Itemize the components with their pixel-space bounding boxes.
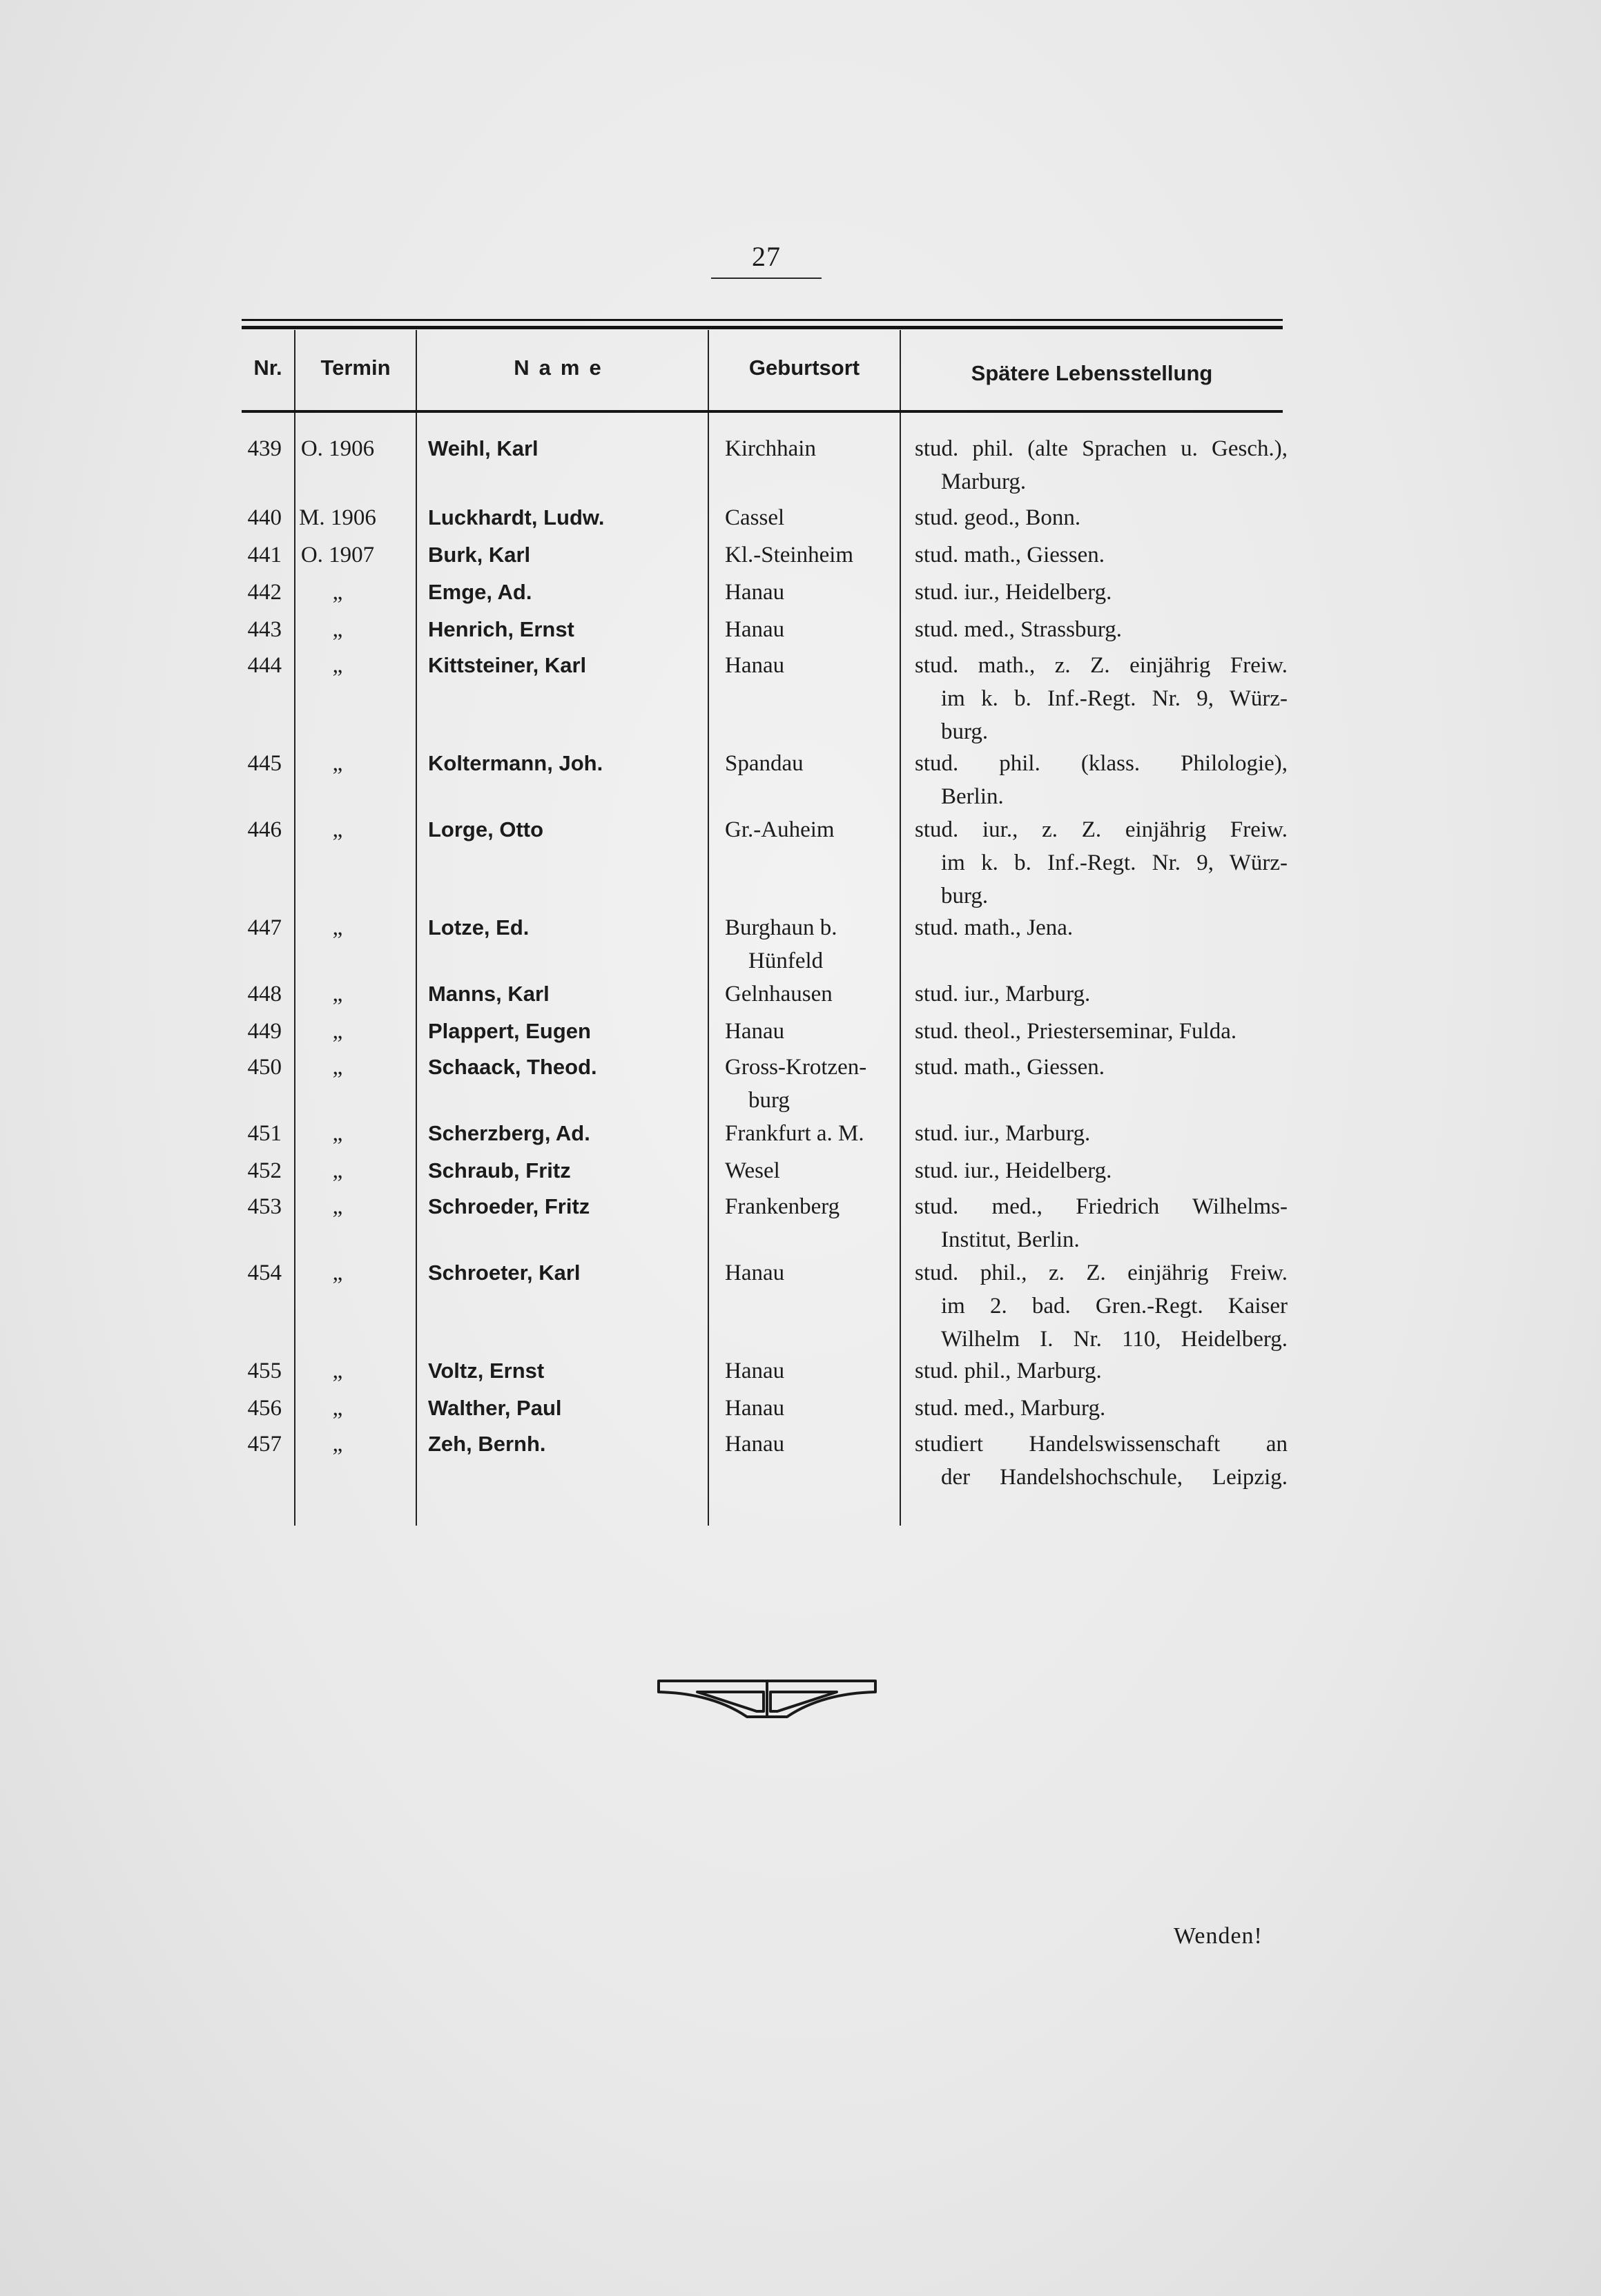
entry-number: 456 <box>247 1396 282 1421</box>
birthplace-line: Hanau <box>725 1396 785 1421</box>
birthplace-line: Hanau <box>725 1432 785 1457</box>
entry-birthplace <box>725 911 904 977</box>
entry-name: Scherzberg, Ad. <box>428 1121 590 1145</box>
birthplace-line: Frankfurt a. M. <box>725 1121 864 1146</box>
entry-name: Voltz, Ernst <box>428 1359 545 1383</box>
entry-birthplace <box>725 1392 904 1425</box>
career-line: stud. phil. (klass. Philologie), <box>915 751 1288 776</box>
career-line: stud. iur., z. Z. einjährig Freiw. <box>915 817 1288 842</box>
entry-career <box>915 1256 1288 1356</box>
column-divider <box>708 330 709 1526</box>
career-line: stud. theol., Priesterseminar, Fulda. <box>915 1019 1237 1044</box>
career-line: Wilhelm I. Nr. 110, Heidelberg. <box>941 1327 1288 1352</box>
career-line: stud. iur., Heidelberg. <box>915 1158 1112 1183</box>
page-number-underline <box>711 278 822 279</box>
career-line: stud. iur., Marburg. <box>915 982 1091 1006</box>
entry-name: Henrich, Ernst <box>428 617 574 641</box>
birthplace-line: Hanau <box>725 617 785 642</box>
entry-birthplace <box>725 977 904 1011</box>
career-line: im k. b. Inf.-Regt. Nr. 9, Würz- <box>941 850 1288 875</box>
entry-termin: „ <box>332 1261 343 1285</box>
entry-termin: „ <box>332 653 343 678</box>
entry-termin: O. 1907 <box>300 543 375 567</box>
entry-career <box>915 747 1288 813</box>
entry-birthplace <box>725 1190 904 1223</box>
entry-number: 449 <box>247 1019 282 1044</box>
career-line: stud. iur., Marburg. <box>915 1121 1091 1146</box>
entry-career <box>915 649 1288 748</box>
entry-career <box>915 977 1288 1011</box>
entry-career <box>915 613 1288 646</box>
entry-termin: „ <box>332 1194 343 1219</box>
entry-career <box>915 501 1288 534</box>
career-line: im k. b. Inf.-Regt. Nr. 9, Würz- <box>941 686 1288 711</box>
birthplace-line: Hanau <box>725 1359 785 1383</box>
entry-termin: O. 1906 <box>300 436 375 461</box>
entry-name: Luckhardt, Ludw. <box>428 505 605 529</box>
entry-termin: „ <box>332 1158 343 1183</box>
entry-termin: „ <box>332 1432 343 1457</box>
entry-birthplace <box>725 1154 904 1187</box>
entry-number: 440 <box>247 505 282 530</box>
entry-termin: „ <box>332 1121 343 1146</box>
entry-career <box>915 1428 1288 1494</box>
entry-termin: „ <box>332 1019 343 1044</box>
page-number: 27 <box>752 241 781 272</box>
entry-career <box>915 1051 1288 1084</box>
birthplace-line: Hanau <box>725 580 785 605</box>
entry-birthplace <box>725 747 904 780</box>
birthplace-line: Hanau <box>725 653 785 678</box>
entry-name: Kittsteiner, Karl <box>428 653 587 677</box>
birthplace-line: burg <box>748 1088 790 1113</box>
entry-name: Walther, Paul <box>428 1396 562 1420</box>
career-line: im 2. bad. Gren.-Regt. Kaiser <box>941 1294 1288 1319</box>
entry-number: 453 <box>247 1194 282 1219</box>
top-rule-outer <box>242 319 1283 321</box>
entry-number: 441 <box>247 543 282 567</box>
birthplace-line: Hünfeld <box>748 948 824 973</box>
entry-name: Schraub, Fritz <box>428 1158 571 1183</box>
birthplace-line: Spandau <box>725 751 804 776</box>
entry-name: Schroeder, Fritz <box>428 1194 590 1218</box>
career-line: stud. med., Marburg. <box>915 1396 1106 1421</box>
entry-termin: „ <box>332 1359 343 1383</box>
entry-number: 455 <box>247 1359 282 1383</box>
career-line: Berlin. <box>941 784 1004 809</box>
top-rule-inner <box>242 326 1283 329</box>
entry-birthplace <box>725 813 904 846</box>
entry-name: Koltermann, Joh. <box>428 751 603 775</box>
birthplace-line: Kirchhain <box>725 436 816 461</box>
entry-termin: „ <box>332 751 343 776</box>
entry-name: Lotze, Ed. <box>428 915 530 940</box>
career-line: Institut, Berlin. <box>941 1227 1080 1252</box>
entry-career <box>915 1392 1288 1425</box>
birthplace-line: Frankenberg <box>725 1194 840 1219</box>
entry-termin: „ <box>332 817 343 842</box>
career-line: stud. math., Giessen. <box>915 543 1105 567</box>
entry-termin: „ <box>332 982 343 1006</box>
entry-birthplace <box>725 501 904 534</box>
entry-career <box>915 1190 1288 1256</box>
birthplace-line: Kl.-Steinheim <box>725 543 854 567</box>
entry-number: 454 <box>247 1261 282 1285</box>
header-name: Name <box>514 356 611 380</box>
career-line: stud. phil. (alte Sprachen u. Gesch.), <box>915 436 1288 461</box>
entry-number: 457 <box>247 1432 282 1457</box>
entry-career <box>915 538 1288 572</box>
entry-birthplace <box>725 1051 904 1117</box>
entry-termin: „ <box>332 915 343 940</box>
entry-career <box>915 1154 1288 1187</box>
entry-name: Zeh, Bernh. <box>428 1432 546 1456</box>
turn-over-note: Wenden! <box>1174 1923 1263 1949</box>
entry-number: 445 <box>247 751 282 776</box>
entry-number: 452 <box>247 1158 282 1183</box>
header-lebensstellung: Spätere Lebensstellung <box>971 361 1213 385</box>
birthplace-line: Gross-Krotzen- <box>725 1055 867 1080</box>
birthplace-line: Gelnhausen <box>725 982 833 1006</box>
entry-birthplace <box>725 538 904 572</box>
entry-birthplace <box>725 1256 904 1290</box>
entry-birthplace <box>725 1117 904 1150</box>
entry-termin: M. 1906 <box>299 505 376 530</box>
header-termin: Termin <box>320 356 391 380</box>
birthplace-line: Gr.-Auheim <box>725 817 835 842</box>
career-line: Marburg. <box>941 469 1027 494</box>
header-geburtsort: Geburtsort <box>748 356 860 380</box>
career-line: stud. math., Giessen. <box>915 1055 1105 1080</box>
career-line: stud. phil., Marburg. <box>915 1359 1102 1383</box>
entry-name: Weihl, Karl <box>428 436 538 460</box>
entry-career <box>915 1354 1288 1388</box>
entry-number: 446 <box>247 817 282 842</box>
header-nr: Nr. <box>253 356 282 380</box>
entry-birthplace <box>725 649 904 682</box>
entry-career <box>915 576 1288 609</box>
ornament-vignette-icon <box>656 1674 878 1726</box>
entry-name: Lorge, Otto <box>428 817 544 841</box>
career-line: stud. phil., z. Z. einjährig Freiw. <box>915 1261 1288 1285</box>
entry-career <box>915 1015 1288 1048</box>
entry-name: Manns, Karl <box>428 982 550 1006</box>
entry-birthplace <box>725 576 904 609</box>
career-line: stud. med., Strassburg. <box>915 617 1123 642</box>
entry-name: Schroeter, Karl <box>428 1261 581 1285</box>
birthplace-line: Burghaun b. <box>725 915 837 940</box>
entry-termin: „ <box>332 1055 343 1080</box>
entry-number: 450 <box>247 1055 282 1080</box>
entry-name: Emge, Ad. <box>428 580 532 604</box>
entry-birthplace <box>725 613 904 646</box>
entry-birthplace <box>725 1428 904 1461</box>
entry-termin: „ <box>332 580 343 605</box>
career-line: stud. math., z. Z. einjährig Freiw. <box>915 653 1288 678</box>
career-line: stud. geod., Bonn. <box>915 505 1081 530</box>
birthplace-line: Cassel <box>725 505 785 530</box>
entry-career <box>915 911 1288 944</box>
entry-birthplace <box>725 1354 904 1388</box>
career-line: burg. <box>941 719 989 744</box>
entry-number: 443 <box>247 617 282 642</box>
entry-number: 448 <box>247 982 282 1006</box>
entry-number: 444 <box>247 653 282 678</box>
entry-career <box>915 813 1288 913</box>
entry-name: Plappert, Eugen <box>428 1019 591 1043</box>
career-line: stud. med., Friedrich Wilhelms- <box>915 1194 1288 1219</box>
column-divider <box>416 330 417 1526</box>
register-table <box>242 330 1288 1526</box>
career-line: stud. math., Jena. <box>915 915 1074 940</box>
header-rule <box>242 410 1283 413</box>
entry-termin: „ <box>332 617 343 642</box>
entry-career <box>915 432 1288 498</box>
birthplace-line: Hanau <box>725 1019 785 1044</box>
entry-career <box>915 1117 1288 1150</box>
entry-name: Burk, Karl <box>428 543 531 567</box>
entry-name: Schaack, Theod. <box>428 1055 597 1079</box>
entry-number: 451 <box>247 1121 282 1146</box>
birthplace-line: Wesel <box>725 1158 780 1183</box>
career-line: der Handelshochschule, Leipzig. <box>941 1465 1288 1490</box>
entry-termin: „ <box>332 1396 343 1421</box>
career-line: burg. <box>941 884 989 908</box>
entry-number: 439 <box>247 436 282 461</box>
birthplace-line: Hanau <box>725 1261 785 1285</box>
entry-number: 447 <box>247 915 282 940</box>
entry-birthplace <box>725 1015 904 1048</box>
entry-birthplace <box>725 432 904 465</box>
career-line: studiert Handelswissenschaft an <box>915 1432 1288 1457</box>
career-line: stud. iur., Heidelberg. <box>915 580 1112 605</box>
entry-number: 442 <box>247 580 282 605</box>
